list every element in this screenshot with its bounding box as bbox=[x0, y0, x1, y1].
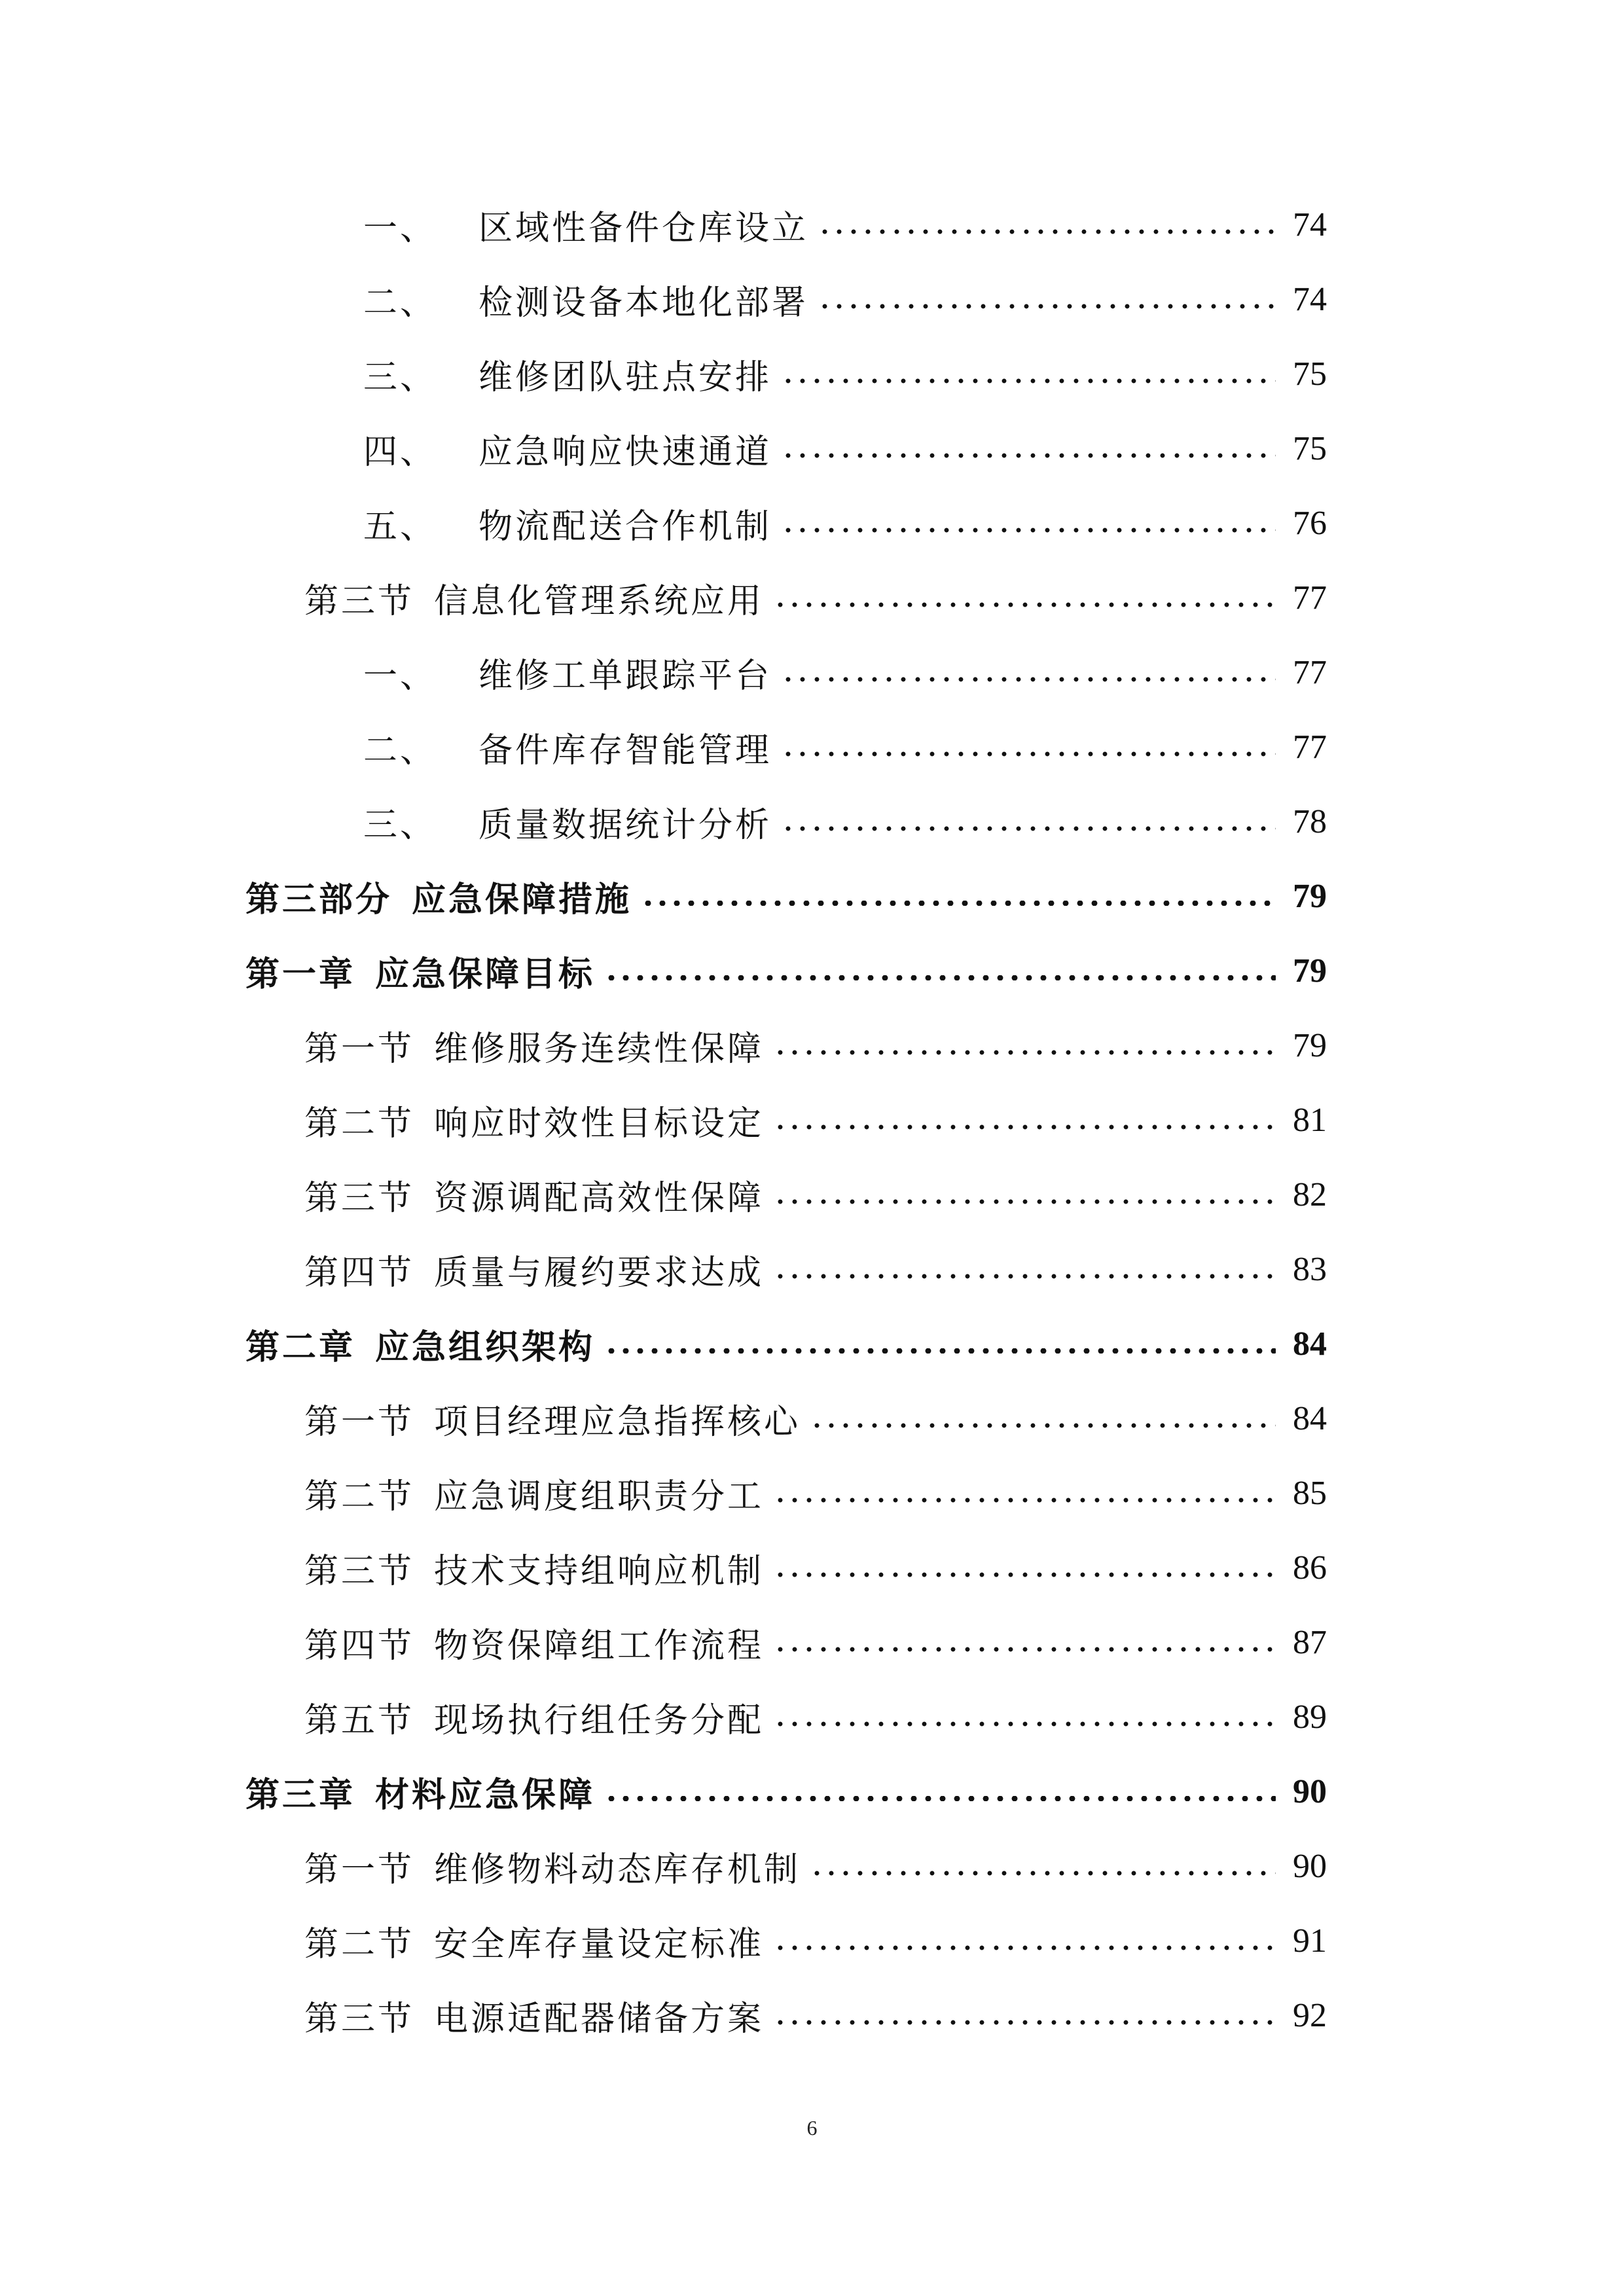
toc-entry-title: 维修工单跟踪平台 bbox=[478, 656, 772, 696]
toc-entry-title: 维修服务连续性保障 bbox=[434, 1029, 765, 1069]
toc-entry-section[interactable] bbox=[0, 1829, 1624, 1903]
toc-entry-item[interactable] bbox=[0, 709, 1624, 784]
toc-entry-item[interactable] bbox=[0, 411, 1624, 486]
toc-entry-content bbox=[363, 350, 1327, 399]
toc-dot-leader bbox=[773, 602, 1276, 607]
toc-entry-number: 三、 bbox=[363, 805, 437, 845]
toc-entry-title: 现场执行组任务分配 bbox=[434, 1700, 765, 1740]
toc-entry-section[interactable] bbox=[0, 560, 1624, 635]
toc-dot-leader bbox=[781, 677, 1276, 682]
toc-entry-title: 物流配送合作机制 bbox=[478, 507, 772, 547]
toc-entry-content bbox=[363, 797, 1327, 846]
toc-entry-number: 第三节 bbox=[304, 1178, 415, 1218]
toc-entry-page-number: 91 bbox=[1293, 1922, 1327, 1960]
toc-entry-content bbox=[304, 1543, 1327, 1592]
toc-entry-content bbox=[245, 1319, 1327, 1369]
toc-dot-leader bbox=[773, 2020, 1276, 2025]
toc-entry-content bbox=[363, 723, 1327, 772]
toc-entry-number: 四、 bbox=[363, 432, 437, 472]
toc-entry-content bbox=[304, 1096, 1327, 1145]
toc-entry-content bbox=[304, 1916, 1327, 1965]
toc-entry-title: 区域性备件仓库设立 bbox=[478, 208, 809, 248]
toc-entry-title: 安全库存量设定标准 bbox=[434, 1924, 765, 1964]
toc-entry-title: 应急保障措施 bbox=[412, 879, 632, 920]
toc-entry-title: 应急组织架构 bbox=[375, 1327, 596, 1367]
toc-entry-content bbox=[245, 946, 1327, 996]
toc-entry-number: 第二节 bbox=[304, 1924, 415, 1964]
toc-dot-leader bbox=[773, 1945, 1276, 1950]
toc-dot-leader bbox=[604, 1796, 1276, 1801]
toc-dot-leader bbox=[781, 453, 1276, 458]
toc-entry-content bbox=[304, 1618, 1327, 1667]
toc-entry-item[interactable] bbox=[0, 635, 1624, 709]
toc-entry-content bbox=[245, 1767, 1327, 1816]
toc-dot-leader bbox=[781, 528, 1276, 533]
toc-entry-section[interactable] bbox=[0, 1232, 1624, 1306]
toc-entry-page-number: 90 bbox=[1293, 1847, 1327, 1885]
toc-entry-section[interactable] bbox=[0, 1008, 1624, 1083]
toc-entry-section[interactable] bbox=[0, 1605, 1624, 1679]
toc-entry-page-number: 81 bbox=[1293, 1101, 1327, 1139]
toc-entry-page-number: 84 bbox=[1293, 1399, 1327, 1437]
toc-entry-page-number: 79 bbox=[1293, 1026, 1327, 1064]
toc-entry-page-number: 84 bbox=[1293, 1325, 1327, 1363]
toc-entry-title: 项目经理应急指挥核心 bbox=[434, 1402, 801, 1442]
toc-entry-page-number: 86 bbox=[1293, 1549, 1327, 1587]
toc-entry-number: 一、 bbox=[363, 656, 437, 696]
toc-entry-title: 应急响应快速通道 bbox=[478, 432, 772, 472]
toc-dot-leader bbox=[773, 1050, 1276, 1055]
toc-entry-page-number: 78 bbox=[1293, 802, 1327, 840]
toc-entry-page-number: 85 bbox=[1293, 1474, 1327, 1512]
toc-dot-leader bbox=[781, 751, 1276, 757]
toc-entry-number: 五、 bbox=[363, 507, 437, 547]
toc-entry-content bbox=[363, 648, 1327, 697]
toc-entry-number: 第二章 bbox=[245, 1327, 356, 1367]
toc-entry-page-number: 76 bbox=[1293, 504, 1327, 542]
toc-entry-number: 第三节 bbox=[304, 581, 415, 621]
toc-entry-number: 第二节 bbox=[304, 1477, 415, 1516]
toc-entry-page-number: 92 bbox=[1293, 1996, 1327, 2034]
toc-entry-page-number: 90 bbox=[1293, 1772, 1327, 1810]
toc-entry-chapter[interactable] bbox=[0, 1306, 1624, 1381]
toc-dot-leader bbox=[810, 1871, 1276, 1876]
toc-entry-page-number: 82 bbox=[1293, 1175, 1327, 1213]
toc-entry-section[interactable] bbox=[0, 1381, 1624, 1456]
toc-entry-item[interactable] bbox=[0, 486, 1624, 560]
toc-dot-leader bbox=[604, 1348, 1276, 1354]
toc-entry-content bbox=[304, 1245, 1327, 1294]
toc-entry-section[interactable] bbox=[0, 1530, 1624, 1605]
toc-dot-leader bbox=[810, 1423, 1276, 1428]
toc-dot-leader bbox=[773, 1647, 1276, 1652]
toc-entry-page-number: 75 bbox=[1293, 355, 1327, 393]
toc-entry-page-number: 79 bbox=[1293, 877, 1327, 915]
toc-entry-page-number: 77 bbox=[1293, 653, 1327, 691]
toc-entry-number: 二、 bbox=[363, 283, 437, 323]
toc-dot-leader bbox=[818, 229, 1276, 234]
toc-entry-section[interactable] bbox=[0, 1903, 1624, 1978]
toc-entry-content bbox=[304, 1021, 1327, 1070]
toc-entry-content bbox=[363, 275, 1327, 324]
toc-entry-title: 材料应急保障 bbox=[375, 1774, 596, 1815]
toc-entry-number: 第三节 bbox=[304, 1551, 415, 1591]
toc-entry-content bbox=[304, 573, 1327, 622]
toc-dot-leader bbox=[773, 1721, 1276, 1727]
toc-entry-number: 第一章 bbox=[245, 954, 356, 994]
toc-entry-page-number: 89 bbox=[1293, 1698, 1327, 1736]
toc-entry-number: 第四节 bbox=[304, 1253, 415, 1293]
toc-entry-number: 第三节 bbox=[304, 1999, 415, 2039]
toc-entry-chapter[interactable] bbox=[0, 1754, 1624, 1829]
toc-entry-number: 第一节 bbox=[304, 1402, 415, 1442]
toc-dot-leader bbox=[773, 1124, 1276, 1130]
toc-entry-content bbox=[304, 1394, 1327, 1443]
toc-entry-page-number: 79 bbox=[1293, 952, 1327, 990]
toc-entry-number: 三、 bbox=[363, 357, 437, 397]
toc-entry-title: 电源适配器储备方案 bbox=[434, 1999, 765, 2039]
toc-entry-section[interactable] bbox=[0, 1157, 1624, 1232]
toc-entry-number: 第二节 bbox=[304, 1103, 415, 1143]
toc-entry-page-number: 77 bbox=[1293, 728, 1327, 766]
toc-entry-section[interactable] bbox=[0, 1978, 1624, 2053]
toc-entry-item[interactable] bbox=[0, 262, 1624, 336]
toc-entry-title: 技术支持组响应机制 bbox=[434, 1551, 765, 1591]
toc-dot-leader bbox=[604, 975, 1276, 980]
toc-entry-title: 备件库存智能管理 bbox=[478, 730, 772, 770]
toc-entry-part[interactable] bbox=[0, 859, 1624, 933]
toc-entry-content bbox=[245, 872, 1327, 921]
toc-entry-content bbox=[304, 1170, 1327, 1219]
toc-entry-section[interactable] bbox=[0, 1456, 1624, 1530]
toc-entry-title: 应急调度组职责分工 bbox=[434, 1477, 765, 1516]
toc-dot-leader bbox=[781, 378, 1276, 384]
toc-entry-title: 资源调配高效性保障 bbox=[434, 1178, 765, 1218]
toc-entry-item[interactable] bbox=[0, 784, 1624, 859]
toc-entry-page-number: 74 bbox=[1293, 206, 1327, 243]
toc-dot-leader bbox=[641, 901, 1276, 906]
toc-entry-number: 第三部分 bbox=[245, 879, 393, 920]
toc-dot-leader bbox=[773, 1572, 1276, 1577]
toc-entry-title: 响应时效性目标设定 bbox=[434, 1103, 765, 1143]
toc-dot-leader bbox=[773, 1274, 1276, 1279]
toc-entry-number: 第一节 bbox=[304, 1850, 415, 1890]
toc-entry-content bbox=[304, 1842, 1327, 1891]
table-of-contents bbox=[0, 187, 1624, 2053]
toc-entry-content bbox=[363, 424, 1327, 473]
toc-entry-number: 第五节 bbox=[304, 1700, 415, 1740]
toc-entry-content bbox=[304, 1693, 1327, 1742]
toc-entry-content bbox=[304, 1469, 1327, 1518]
toc-entry-page-number: 74 bbox=[1293, 280, 1327, 318]
toc-entry-chapter[interactable] bbox=[0, 933, 1624, 1008]
toc-entry-number: 二、 bbox=[363, 730, 437, 770]
toc-entry-title: 检测设备本地化部署 bbox=[478, 283, 809, 323]
toc-dot-leader bbox=[773, 1498, 1276, 1503]
page-number: 6 bbox=[806, 2116, 818, 2140]
toc-entry-number: 第一节 bbox=[304, 1029, 415, 1069]
toc-entry-number: 第四节 bbox=[304, 1626, 415, 1666]
toc-entry-number: 一、 bbox=[363, 208, 437, 248]
toc-dot-leader bbox=[781, 826, 1276, 831]
toc-entry-title: 维修团队驻点安排 bbox=[478, 357, 772, 397]
toc-entry-page-number: 77 bbox=[1293, 579, 1327, 617]
toc-entry-page-number: 83 bbox=[1293, 1250, 1327, 1288]
toc-entry-content bbox=[363, 499, 1327, 548]
toc-entry-content bbox=[304, 1991, 1327, 2040]
toc-entry-title: 质量数据统计分析 bbox=[478, 805, 772, 845]
toc-dot-leader bbox=[818, 304, 1276, 309]
toc-dot-leader bbox=[773, 1199, 1276, 1204]
toc-entry-page-number: 75 bbox=[1293, 429, 1327, 467]
toc-entry-page-number: 87 bbox=[1293, 1623, 1327, 1661]
toc-entry-title: 信息化管理系统应用 bbox=[434, 581, 765, 621]
toc-entry-title: 物资保障组工作流程 bbox=[434, 1626, 765, 1666]
toc-entry-item[interactable] bbox=[0, 336, 1624, 411]
toc-entry-title: 质量与履约要求达成 bbox=[434, 1253, 765, 1293]
toc-entry-content bbox=[363, 200, 1327, 249]
toc-entry-section[interactable] bbox=[0, 1679, 1624, 1754]
toc-entry-number: 第三章 bbox=[245, 1774, 356, 1815]
toc-entry-section[interactable] bbox=[0, 1083, 1624, 1157]
toc-entry-title: 应急保障目标 bbox=[375, 954, 596, 994]
toc-entry-item[interactable] bbox=[0, 187, 1624, 262]
toc-entry-title: 维修物料动态库存机制 bbox=[434, 1850, 801, 1890]
